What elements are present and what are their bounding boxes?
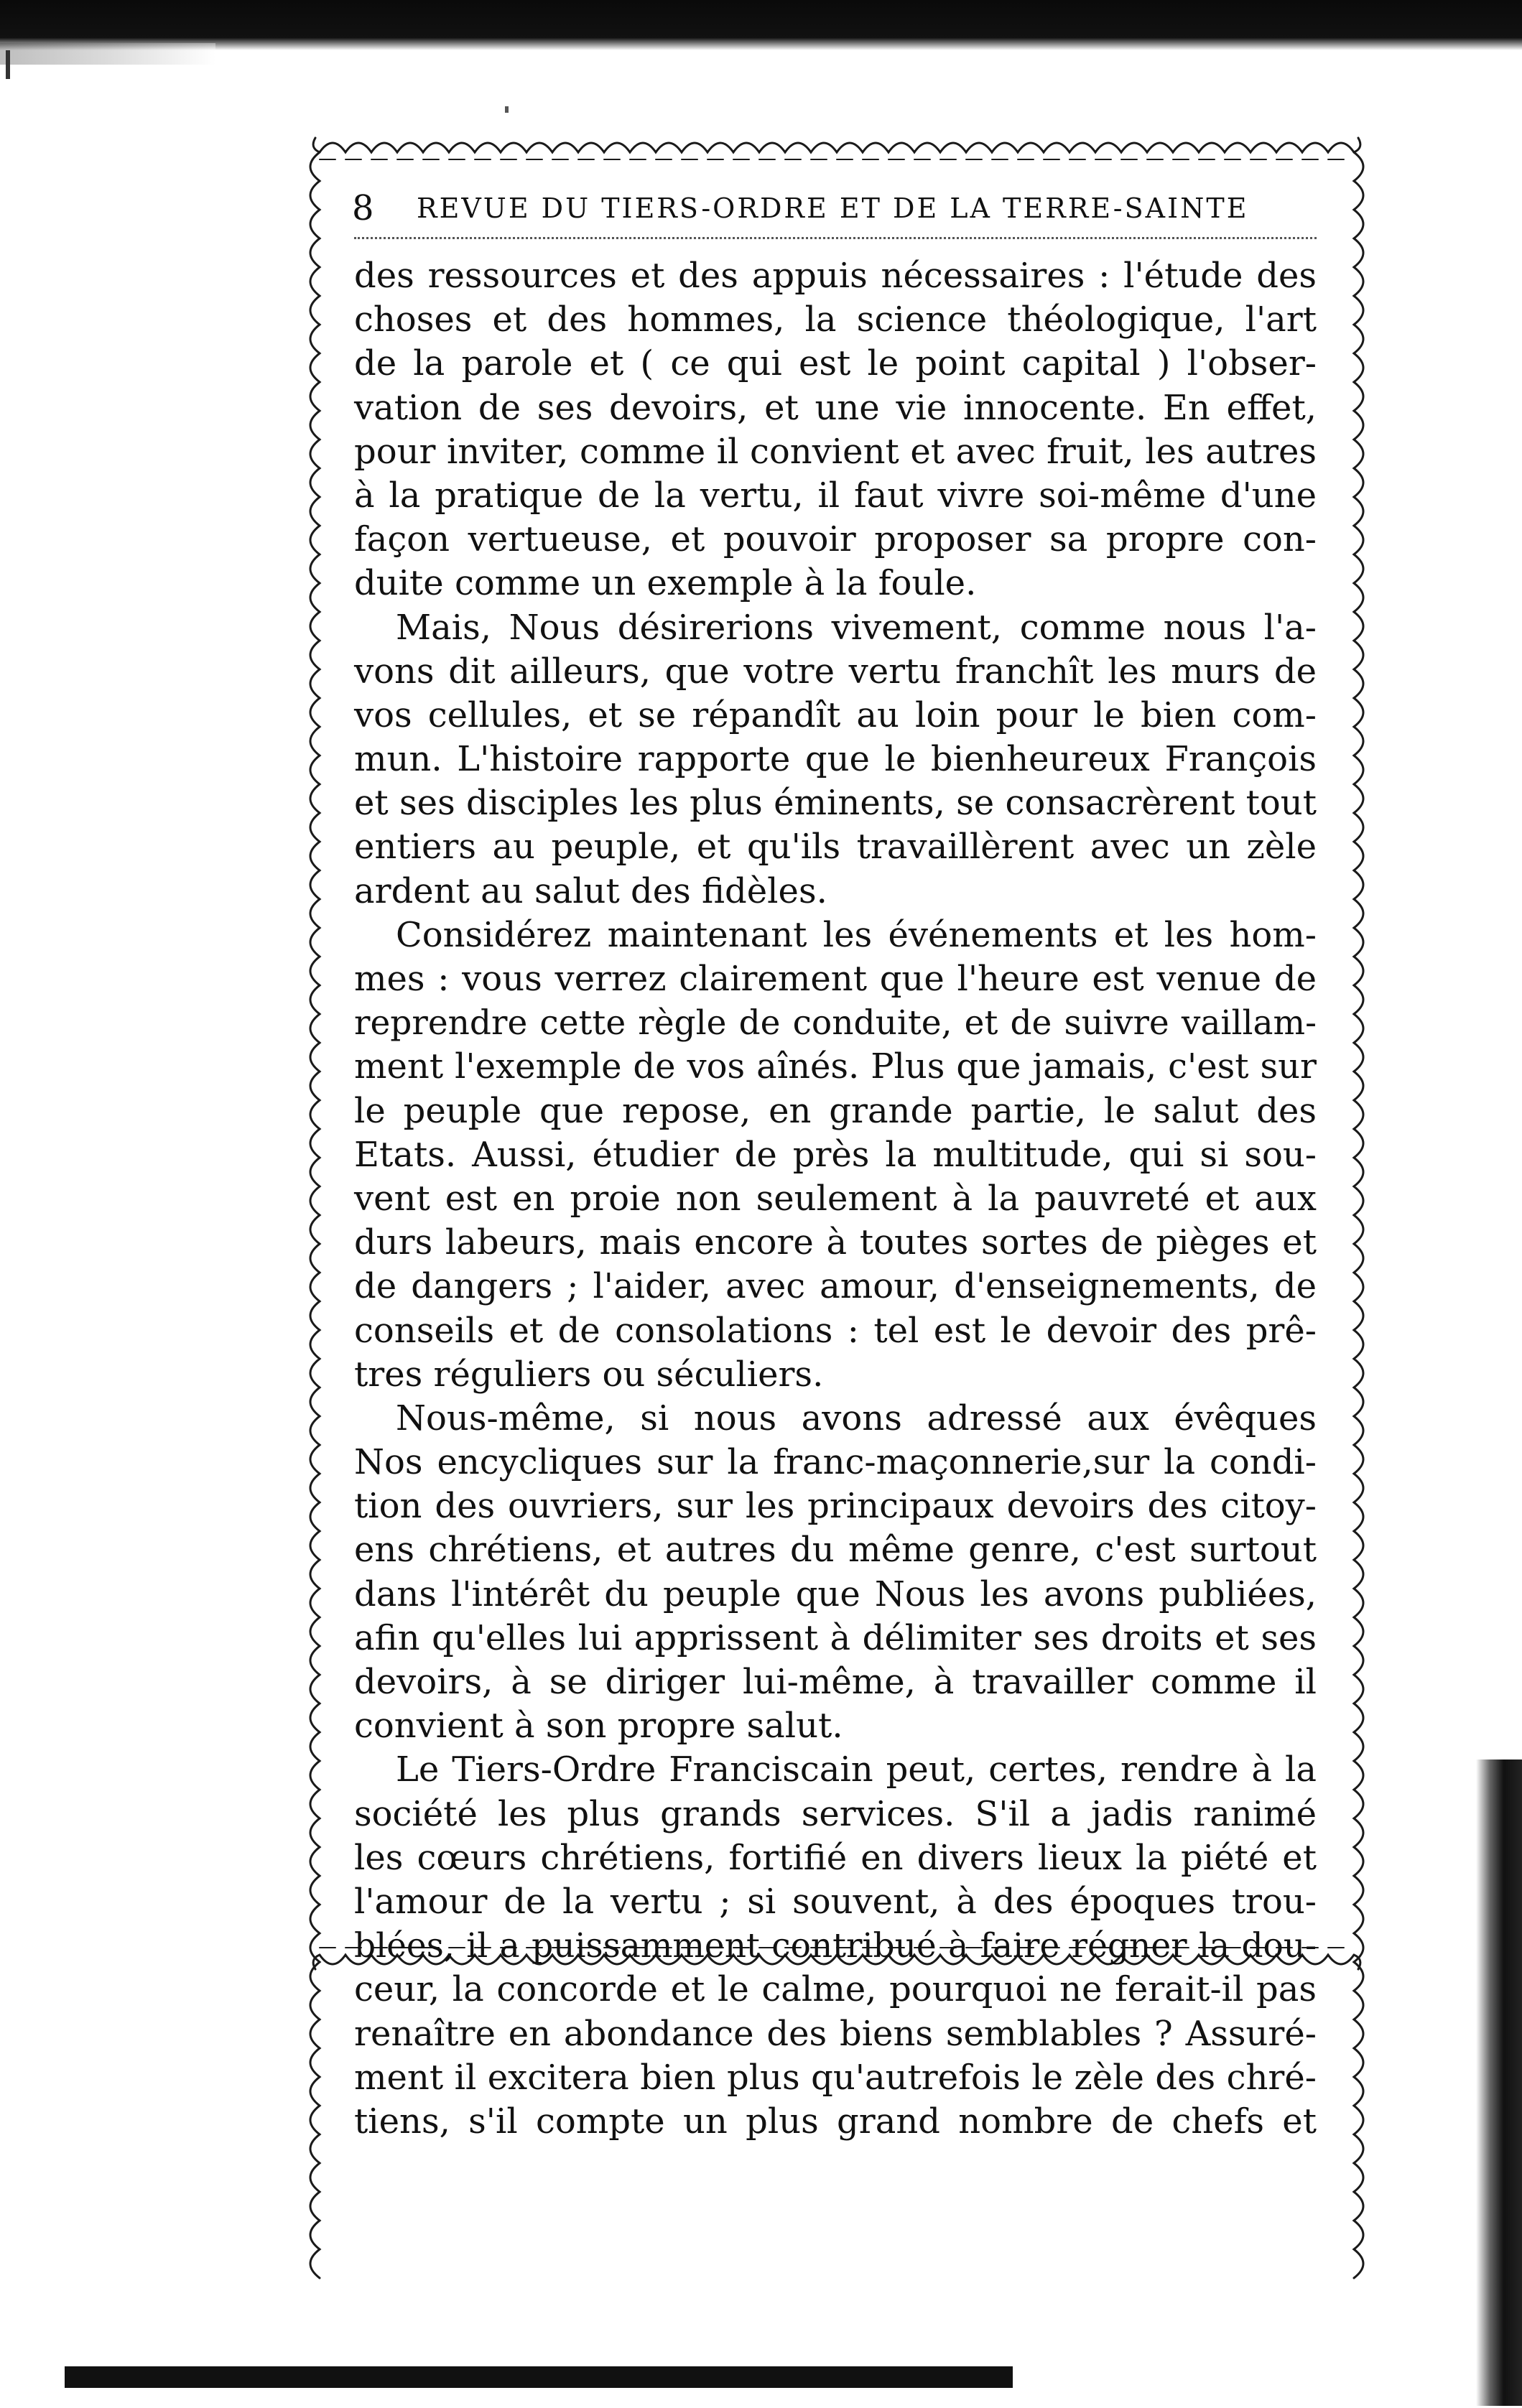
text-line: conseils et de consolations : tel est le devoir des prê- — [354, 1310, 1317, 1351]
text-line: vent est en proie non seulement à la pauvreté et aux — [354, 1178, 1317, 1219]
scan-speck — [505, 106, 509, 113]
text-line: Considérez maintenant les événements et les hom- — [396, 914, 1317, 955]
text-line: ardent au salut des fidèles. — [354, 870, 827, 911]
text-line: Etats. Aussi, étudier de près la multitude, qui si sou- — [354, 1134, 1317, 1175]
scan-top-edge — [0, 0, 1522, 50]
text-line: Le Tiers-Ordre Franciscain peut, certes, rendre à la — [396, 1749, 1317, 1790]
text-line: à la pratique de la vertu, il faut vivre soi-même d'une — [354, 475, 1317, 516]
scan-mark — [6, 50, 10, 79]
text-line: mes : vous verrez clairement que l'heure est venue de — [354, 959, 1317, 999]
corner-top-left — [313, 138, 320, 152]
text-line: choses et des hommes, la science théologique, l'art — [354, 299, 1317, 340]
body-text — [354, 254, 1317, 2144]
text-line: ens chrétiens, et autres du même genre, c'est surtout — [354, 1530, 1317, 1571]
running-title: REVUE DU TIERS-ORDRE ET DE LA TERRE-SAINTE — [417, 192, 1249, 224]
text-line: dans l'intérêt du peuple que Nous les avons publiées, — [354, 1573, 1317, 1614]
text-line: durs labeurs, mais encore à toutes sortes de pièges et — [354, 1222, 1317, 1263]
text-line: société les plus grands services. S'il a jadis ranimé — [354, 1793, 1317, 1834]
text-line: et ses disciples les plus éminents, se consacrèrent tout — [354, 783, 1317, 824]
scan-bottom-edge — [65, 2366, 1013, 2388]
text-line: Nous-même, si nous avons adressé aux évêques — [396, 1398, 1317, 1438]
text-line: pour inviter, comme il convient et avec fruit, les autres — [354, 431, 1317, 472]
text-line: des ressources et des appuis nécessaires : l'étude des — [354, 256, 1317, 296]
text-line: ment il excitera bien plus qu'autrefois le zèle des chré- — [354, 2057, 1317, 2098]
text-line: le peuple que repose, en grande partie, le salut des — [354, 1090, 1317, 1131]
text-line: tres réguliers ou séculiers. — [354, 1354, 824, 1395]
text-line: ceur, la concorde et le calme, pourquoi ne ferait-il pas — [354, 1969, 1317, 2010]
page-frame — [305, 131, 1375, 2142]
text-line: blées, il a puissamment contribué à faire régner la dou- — [354, 1926, 1317, 1966]
header-rule — [354, 237, 1317, 239]
page-number: 8 — [352, 188, 374, 228]
text-line: Nos encycliques sur la franc-maçonnerie,sur la condi- — [354, 1442, 1317, 1483]
text-line: duite comme un exemple à la foule. — [354, 563, 977, 604]
text-line: devoirs, à se diriger lui-même, à travailler comme il — [354, 1662, 1317, 1702]
text-line: mun. L'histoire rapporte que le bienheureux François — [354, 739, 1317, 780]
text-line: renaître en abondance des biens semblables ? Assuré- — [354, 2013, 1317, 2054]
text-line: les cœurs chrétiens, fortifié en divers lieux la piété et — [354, 1837, 1317, 1878]
text-line: vos cellules, et se répandît au loin pour le bien com- — [354, 694, 1317, 735]
text-line: l'amour de la vertu ; si souvent, à des époques trou- — [354, 1881, 1317, 1922]
text-line: de dangers ; l'aider, avec amour, d'enseignements, de — [354, 1266, 1317, 1307]
text-line: ment l'exemple de vos aînés. Plus que jamais, c'est sur — [354, 1046, 1317, 1087]
text-line: façon vertueuse, et pouvoir proposer sa propre con- — [354, 519, 1317, 560]
text-line: vation de ses devoirs, et une vie innocente. En effet, — [354, 387, 1317, 428]
text-line: entiers au peuple, et qu'ils travaillèrent avec un zèle — [354, 827, 1317, 868]
corner-top-right — [1354, 138, 1360, 152]
text-line: vons dit ailleurs, que votre vertu franchît les murs de — [354, 651, 1317, 692]
text-line: de la parole et ( ce qui est le point capital ) l'obser- — [354, 343, 1317, 384]
text-line: tion des ouvriers, sur les principaux devoirs des citoy- — [354, 1486, 1317, 1527]
border-top — [320, 143, 1354, 152]
text-line: reprendre cette règle de conduite, et de suivre vaillam- — [354, 1003, 1317, 1043]
text-line: convient à son propre salut. — [354, 1706, 843, 1747]
text-line: afin qu'elles lui apprissent à délimiter ses droits et ses — [354, 1617, 1317, 1658]
text-line: Mais, Nous désirerions vivement, comme nous l'a- — [396, 607, 1317, 648]
scan-right-edge — [1476, 1759, 1522, 2406]
text-line: tiens, s'il compte un plus grand nombre de chefs et — [354, 2101, 1317, 2142]
